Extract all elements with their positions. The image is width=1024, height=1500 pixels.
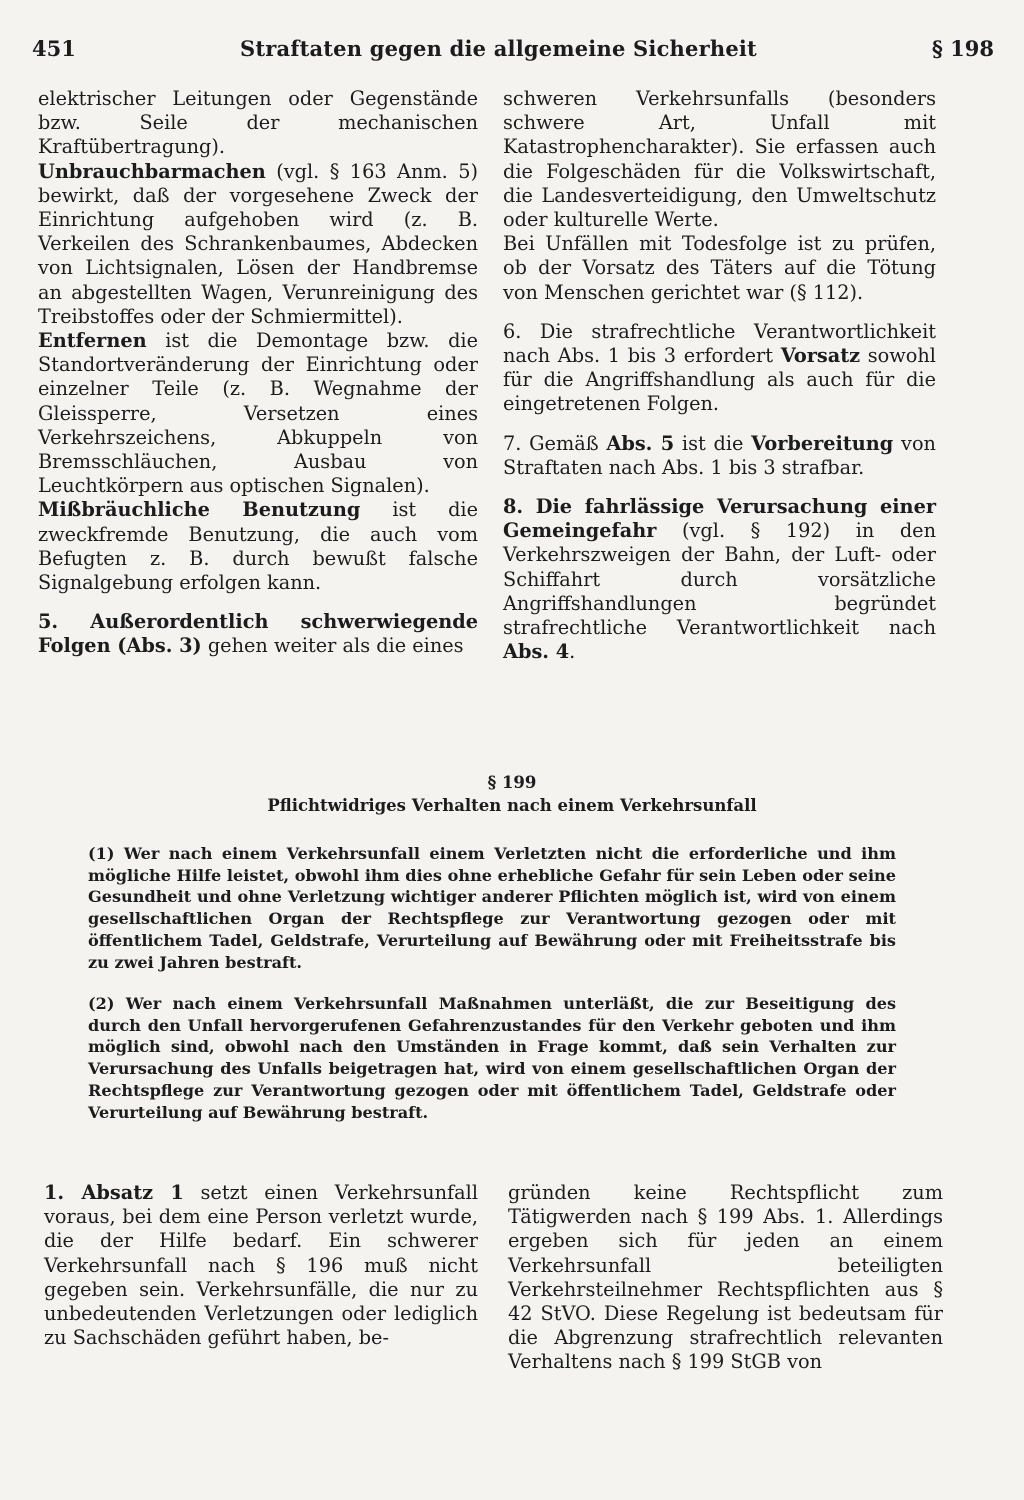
paragraph: 8. Die fahrlässige Verursachung einer Gemeingefahr (vgl. § 192) in den Verkehrszweigen der Bahn, der Luft- oder Schiffahrt durch vorsätzliche Angriffshandlungen begründet strafrechtliche Verantwortlichkeit nach Abs. 4. bbox=[503, 495, 936, 664]
bottom-right-column bbox=[508, 1181, 943, 1375]
paragraph: 1. Absatz 1 setzt einen Verkehrsunfall voraus, bei dem eine Person verletzt wurde, die der Hilfe bedarf. Ein schwerer Verkehrsunfall nach § 196 muß nicht gegeben sein. Verkehrsunfälle, die nur zu unbedeutenden Verletzungen oder lediglich zu Sachschäden geführt haben, be- bbox=[44, 1181, 478, 1350]
page-header bbox=[32, 36, 994, 70]
paragraph: elektrischer Leitungen oder Gegenstände bzw. Seile der mechanischen Kraftübertragung). bbox=[38, 87, 478, 159]
law-paragraph-2: (2) Wer nach einem Verkehrsunfall Maßnahmen unterläßt, die zur Beseitigung des durch den Unfall hervorgerufenen Gefahrenzustandes für den Verkehr geboten und ihm möglich sind, obwohl nach den Umständen in Frage kommt, daß sein Verhalten zur Verursachung des Unfalls beigetragen hat, wird von einem gesellschaftlichen Organ der Rechtspflege zur Verantwortung gezogen oder mit öffentlichem Tadel, Geldstrafe oder Verurteilung auf Bewährung bestraft. bbox=[88, 994, 896, 1122]
paragraph: schweren Verkehrsunfalls (besonders schwere Art, Unfall mit Katastrophencharakter). Sie erfassen auch die Folgeschäden für die Volkswirtschaft, die Landesverteidigung, den Umweltschutz oder kulturelle Werte. bbox=[503, 87, 936, 232]
running-title: Straftaten gegen die allgemeine Sicherheit bbox=[240, 36, 757, 61]
paragraph: 5. Außerordentlich schwerwiegende Folgen (Abs. 3) gehen weiter als die eines bbox=[38, 610, 478, 658]
paragraph: gründen keine Rechtspflicht zum Tätigwerden nach § 199 Abs. 1. Allerdings ergeben sich für jeden an einem Verkehrsunfall beteiligten Verkehrsteilnehmer Rechtspflichten aus § 42 StVO. Diese Regelung ist bedeutsam für die Abgrenzung strafrechtlich relevanten Verhaltens nach § 199 StGB von bbox=[508, 1181, 943, 1374]
paragraph: 7. Gemäß Abs. 5 ist die Vorbereitung von Straftaten nach Abs. 1 bis 3 strafbar. bbox=[503, 431, 936, 479]
law-paragraph-1: (1) Wer nach einem Verkehrsunfall einem Verletzten nicht die erforderliche und ihm mögliche Hilfe leistet, obwohl ihm dies ohne erhebliche Gefahr für sein Leben oder seine Gesundheit und ohne Verletzung wichtiger anderer Pflichten möglich ist, wird von einem gesellschaftlichen Organ der Rechtspflege zur Verantwortung gezogen oder mit öffentlichem Tadel, Geldstrafe, Verurteilung auf Bewährung oder mit Freiheitsstrafe bis zu zwei Jahren bestraft. bbox=[88, 844, 896, 972]
page-number: 451 bbox=[32, 36, 76, 61]
law-section-title: Pflichtwidriges Verhalten nach einem Verkehrsunfall bbox=[267, 796, 757, 815]
paragraph: Mißbräuchliche Benutzung ist die zweckfremde Benutzung, die auch vom Befugten z. B. durch bewußt falsche Signalgebung erfolgen kann. bbox=[38, 498, 478, 595]
paragraph: Unbrauchbarmachen (vgl. § 163 Anm. 5) bewirkt, daß der vorgesehene Zweck der Einrichtung aufgehoben wird (z. B. Verkeilen des Schrankenbaumes, Abdecken von Lichtsignalen, Lösen der Handbremse an abgestellten Wagen, Verunreinigung des Treibstoffes oder der Schmiermittel). bbox=[38, 159, 478, 328]
paragraph: Bei Unfällen mit Todesfolge ist zu prüfen, ob der Vorsatz des Täters auf die Tötung von Menschen gerichtet war (§ 112). bbox=[503, 232, 936, 304]
bottom-left-column bbox=[44, 1181, 478, 1350]
left-column bbox=[38, 87, 478, 659]
law-section-number: § 199 bbox=[487, 773, 537, 792]
paragraph: Entfernen ist die Demontage bzw. die Standortveränderung der Einrichtung oder einzelner Teile (z. B. Wegnahme der Gleissperre, Versetzen eines Verkehrszeichens, Abkuppeln von Bremsschläuchen, Ausbau von Leuchtkörpern aus optischen Signalen). bbox=[38, 329, 478, 498]
right-column bbox=[503, 87, 936, 664]
paragraph: 6. Die strafrechtliche Verantwortlichkeit nach Abs. 1 bis 3 erfordert Vorsatz sowohl für die Angriffshandlung als auch für die eingetretenen Folgen. bbox=[503, 319, 936, 416]
section-marker: § 198 bbox=[931, 36, 994, 61]
